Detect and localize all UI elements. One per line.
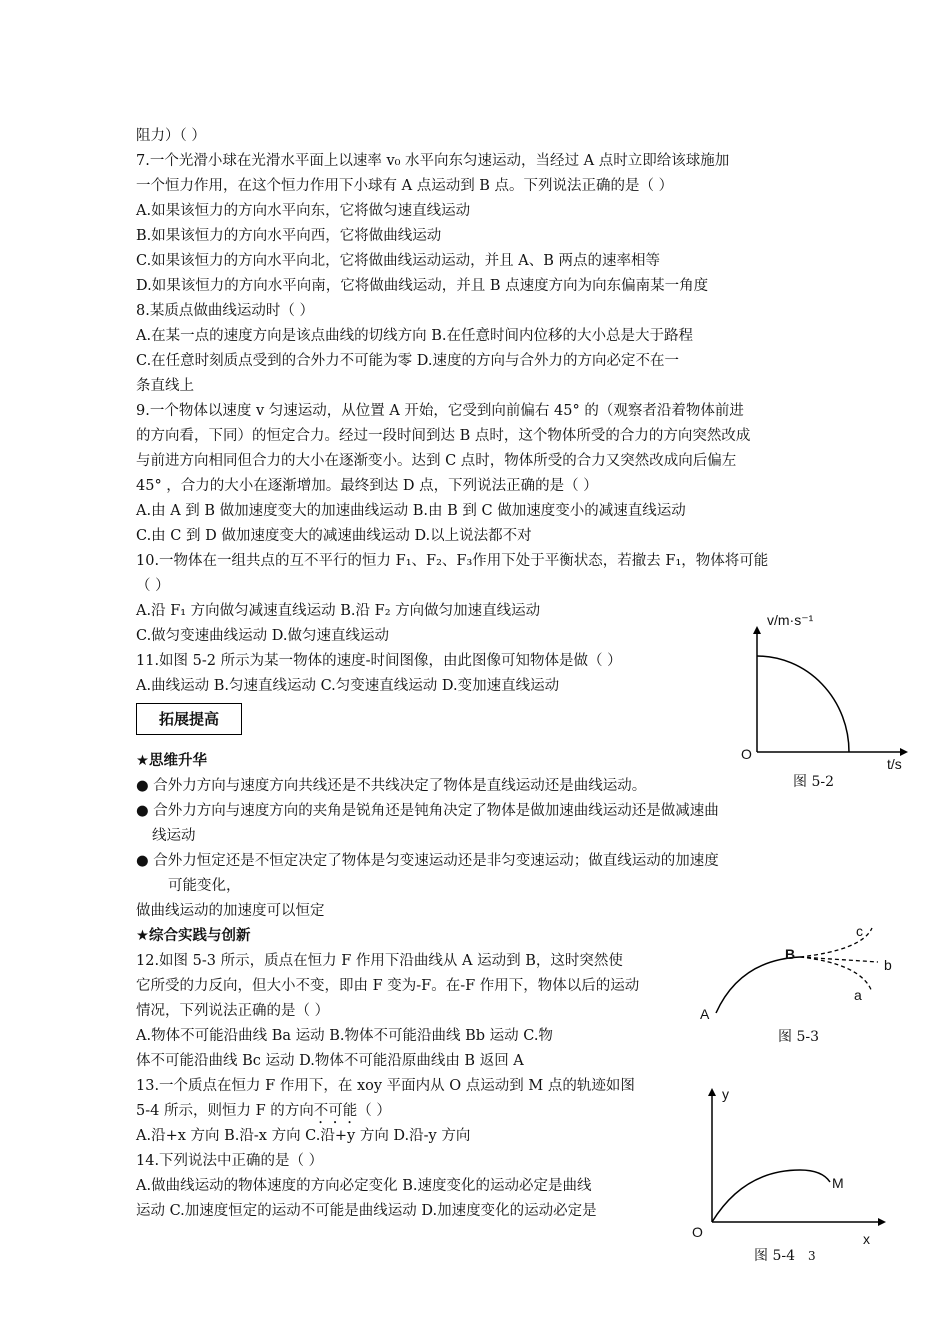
question-14-stem: 14.下列说法中正确的是（ ） — [136, 1153, 324, 1169]
question-7-option-d: D.如果该恒力的方向水平向南，它将做曲线运动，并且 B 点速度方向为向东偏南某一角度 — [136, 278, 709, 294]
question-7-option-b: B.如果该恒力的方向水平向西，它将做曲线运动 — [136, 228, 442, 244]
bullet-point-cont: 线运动 — [152, 828, 196, 844]
question-8-options-cont: 条直线上 — [136, 378, 194, 394]
fig52-y-label: v/m·s⁻¹ — [767, 612, 814, 628]
fig52-curve — [757, 656, 849, 752]
bullet-point-cont: 可能变化， — [168, 878, 241, 894]
question-14-options-cont: 运动 C.加速度恒定的运动不可能是曲线运动 D.加速度变化的运动必定是 — [136, 1203, 597, 1219]
fig54-point-m: M — [832, 1175, 844, 1191]
page-number: 3 — [808, 1249, 816, 1263]
fig54-x-label: x — [863, 1231, 870, 1247]
question-8-options-ab: A.在某一点的速度方向是该点曲线的切线方向 B.在任意时间内位移的大小总是大于路程 — [136, 328, 693, 344]
fig52-x-label: t/s — [887, 756, 902, 772]
question-9-stem-cont: 的方向看，下同）的恒定合力。经过一段时间到达 B 点时，这个物体所受的合力的方向突然改成 — [136, 428, 751, 444]
figure-5-4 — [712, 1090, 884, 1222]
subsection-thinking: ★思维升华 — [136, 753, 207, 769]
question-13-options: A.沿+x 方向 B.沿-x 方向 C.沿+y 方向 D.沿-y 方向 — [136, 1128, 471, 1144]
bullet-point: ● 合外力方向与速度方向共线还是不共线决定了物体是直线运动还是曲线运动。 — [136, 778, 647, 794]
fig52-caption: 图 5-2 — [793, 774, 834, 790]
fig54-caption: 图 5-4 — [754, 1248, 795, 1264]
question-12-options: A.物体不可能沿曲线 Ba 运动 B.物体不可能沿曲线 Bb 运动 C.物 — [136, 1028, 553, 1044]
q13-text-post: （ ） — [357, 1103, 391, 1119]
question-7-option-a: A.如果该恒力的方向水平向东，它将做匀速直线运动 — [136, 203, 471, 219]
question-7-stem: 7.一个光滑小球在光滑水平面上以速率 v₀ 水平向东匀速运动，当经过 A 点时立即给该球施加 — [136, 153, 730, 169]
question-7-stem-cont: 一个恒力作用，在这个恒力作用下小球有 A 点运动到 B 点。下列说法正确的是（ ） — [136, 178, 674, 194]
fig54-y-label: y — [722, 1086, 729, 1102]
fig53-label-c: c — [856, 923, 863, 939]
question-12-stem: 12.如图 5-3 所示，质点在恒力 F 作用下沿曲线从 A 运动到 B，这时突然使 — [136, 953, 623, 969]
question-9-options-cd: C.由 C 到 D 做加速度变大的减速曲线运动 D.以上说法都不对 — [136, 528, 532, 544]
question-11-options: A.曲线运动 B.匀速直线运动 C.匀变速直线运动 D.变加速直线运动 — [136, 678, 560, 694]
question-10-stem: 10.一物体在一组共点的互不平行的恒力 F₁、F₂、F₃作用下处于平衡状态，若撤去 F₁，物体将可能 — [136, 553, 769, 569]
question-9-stem-cont: 45° ，合力的大小在逐渐增加。最终到达 D 点，下列说法正确的是（ ） — [136, 478, 598, 494]
question-12-stem-cont: 情况，下列说法正确的是（ ） — [136, 1003, 330, 1019]
fig54-trajectory — [712, 1170, 830, 1222]
question-13-stem: 13.一个质点在恒力 F 作用下，在 xoy 平面内从 O 点运动到 M 点的轨迹如图 — [136, 1078, 635, 1094]
q13-emphasis: 不可能 — [313, 1103, 358, 1119]
question-12-stem-cont: 它所受的力反向，但大小不变，即由 F 变为-F。在-F 作用下，物体以后的运动 — [136, 978, 640, 994]
fig54-origin: O — [692, 1224, 703, 1240]
fig52-origin: O — [741, 746, 752, 762]
section-heading-box: 拓展提高 — [136, 703, 242, 735]
question-9-options-ab: A.由 A 到 B 做加速度变大的加速曲线运动 B.由 B 到 C 做加速度变小的减速直线运动 — [136, 503, 686, 519]
question-11-stem: 11.如图 5-2 所示为某一物体的速度-时间图像，由此图像可知物体是做（ ） — [136, 653, 622, 669]
question-10-options-ab: A.沿 F₁ 方向做匀减速直线运动 B.沿 F₂ 方向做匀加速直线运动 — [136, 603, 541, 619]
fig53-point-a: A — [700, 1006, 710, 1022]
text-line: 阻力）（ ） — [136, 128, 206, 144]
question-10-stem-cont: （ ） — [136, 578, 170, 594]
fig53-curve-b — [800, 957, 878, 962]
question-8-options-cd: C.在任意时刻质点受到的合外力不可能为零 D.速度的方向与合外力的方向必定不在一 — [136, 353, 680, 369]
question-9-stem: 9.一个物体以速度 v 匀速运动，从位置 A 开始，它受到向前偏右 45° 的（观察者沿着物体前进 — [136, 403, 744, 419]
question-8-stem: 8.某质点做曲线运动时（ ） — [136, 303, 314, 319]
question-9-stem-cont: 与前进方向相同但合力的大小在逐渐变小。达到 C 点时，物体所受的合力又突然改成向后偏左 — [136, 453, 737, 469]
question-10-options-cd: C.做匀变速曲线运动 D.做匀速直线运动 — [136, 628, 390, 644]
figure-5-2 — [757, 628, 906, 752]
subsection-practice: ★综合实践与创新 — [136, 928, 251, 944]
fig53-label-b: b — [884, 957, 892, 973]
question-7-option-c: C.如果该恒力的方向水平向北，它将做曲线运动运动，并且 A、B 两点的速率相等 — [136, 253, 661, 269]
fig53-curve-ab — [716, 957, 800, 1013]
q13-text-pre: 5-4 所示，则恒力 F 的方向 — [136, 1103, 314, 1119]
question-12-options-cont: 体不可能沿曲线 Bc 运动 D.物体不可能沿原曲线由 B 返回 A — [136, 1053, 524, 1069]
fig53-point-b: B — [785, 946, 796, 962]
bullet-point-tail: 做曲线运动的加速度可以恒定 — [136, 903, 325, 919]
fig53-label-a: a — [854, 987, 862, 1003]
bullet-point: ● 合外力方向与速度方向的夹角是锐角还是钝角决定了物体是做加速曲线运动还是做减速曲 — [136, 803, 719, 819]
bullet-point: ● 合外力恒定还是不恒定决定了物体是匀变速运动还是非匀变速运动；做直线运动的加速度 — [136, 853, 719, 869]
fig53-caption: 图 5-3 — [778, 1029, 819, 1045]
question-14-options: A.做曲线运动的物体速度的方向必定变化 B.速度变化的运动必定是曲线 — [136, 1178, 592, 1194]
